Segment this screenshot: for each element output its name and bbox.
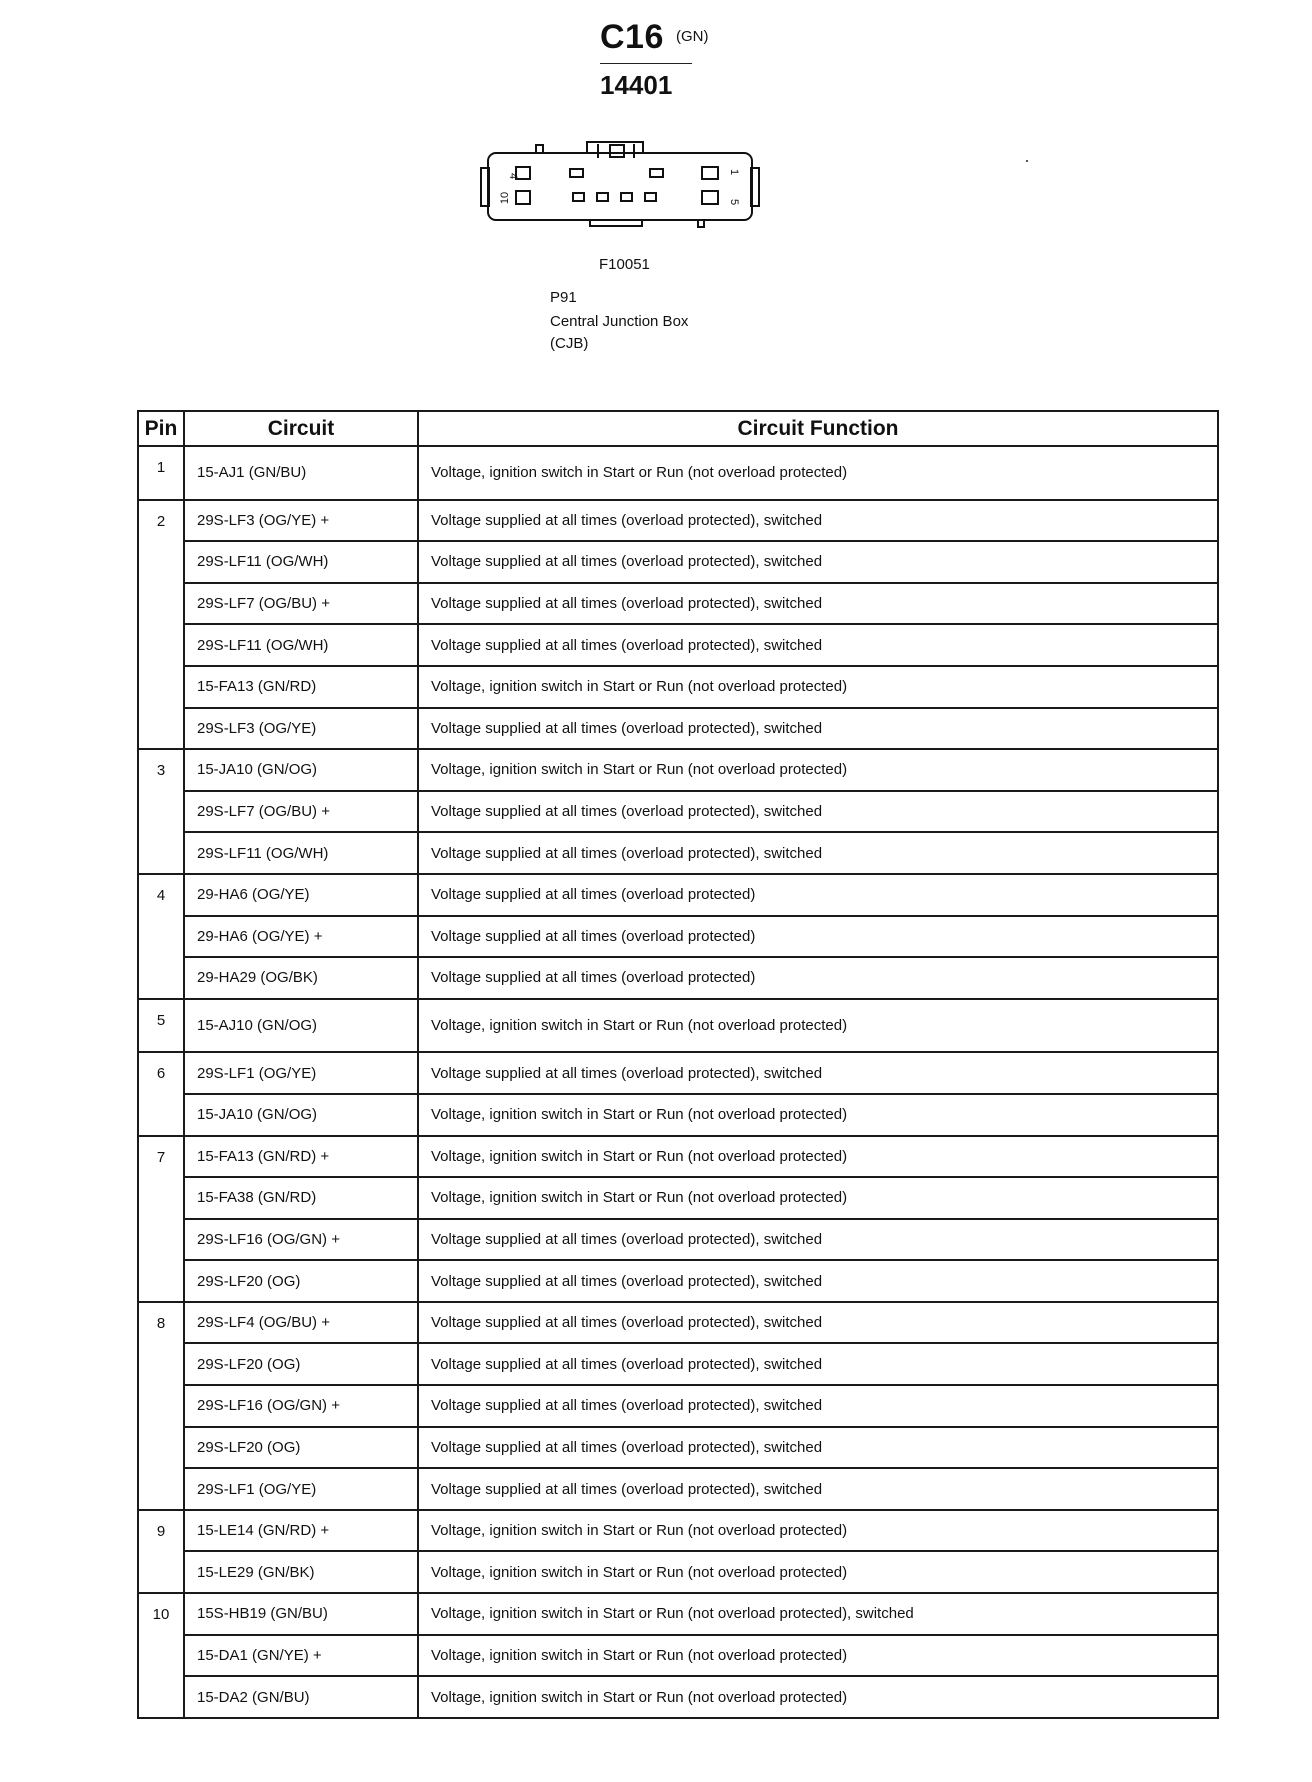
- circuit-cell: 29S-LF16 (OG/GN) +: [184, 1385, 418, 1427]
- circuit-function-cell: Voltage, ignition switch in Start or Run (not overload protected): [418, 1094, 1218, 1136]
- table-row: [138, 1510, 1218, 1552]
- circuit-function-cell: Voltage, ignition switch in Start or Run (not overload protected): [418, 1510, 1218, 1552]
- table-row: [138, 1551, 1218, 1593]
- circuit-cell: 15-AJ10 (GN/OG): [184, 999, 418, 1053]
- cavity-7: [621, 193, 632, 201]
- circuit-cell: 29S-LF20 (OG): [184, 1260, 418, 1302]
- circuit-cell: 15-FA13 (GN/RD) +: [184, 1136, 418, 1178]
- circuit-function-cell: Voltage supplied at all times (overload protected), switched: [418, 1468, 1218, 1510]
- circuit-function-cell: Voltage, ignition switch in Start or Run (not overload protected): [418, 999, 1218, 1053]
- pin-number: 10: [138, 1593, 184, 1718]
- cavity-3: [570, 169, 583, 177]
- table-row: [138, 1260, 1218, 1302]
- table-row: [138, 1427, 1218, 1469]
- circuit-cell: 15-JA10 (GN/OG): [184, 1094, 418, 1136]
- circuit-cell: 29S-LF1 (OG/YE): [184, 1052, 418, 1094]
- circuit-cell: 29S-LF20 (OG): [184, 1343, 418, 1385]
- circuit-cell: 15-LE29 (GN/BK): [184, 1551, 418, 1593]
- pin-number: 2: [138, 500, 184, 750]
- header-circuit: Circuit: [184, 411, 418, 446]
- pin-number: 5: [138, 999, 184, 1053]
- circuit-function-cell: Voltage supplied at all times (overload protected), switched: [418, 1260, 1218, 1302]
- pinout-table: [137, 410, 1219, 1719]
- table-row: [138, 1136, 1218, 1178]
- pin-number: 8: [138, 1302, 184, 1510]
- circuit-cell: 15-LE14 (GN/RD) +: [184, 1510, 418, 1552]
- circuit-cell: 15S-HB19 (GN/BU): [184, 1593, 418, 1635]
- table-row: [138, 1343, 1218, 1385]
- circuit-cell: 15-AJ1 (GN/BU): [184, 446, 418, 500]
- table-row: [138, 916, 1218, 958]
- scan-speck: [1026, 160, 1028, 162]
- circuit-cell: 15-JA10 (GN/OG): [184, 749, 418, 791]
- pin-number: 9: [138, 1510, 184, 1593]
- header-circuit-function: Circuit Function: [418, 411, 1218, 446]
- circuit-cell: 29S-LF1 (OG/YE): [184, 1468, 418, 1510]
- table-row: [138, 666, 1218, 708]
- circuit-function-cell: Voltage supplied at all times (overload protected), switched: [418, 708, 1218, 750]
- cavity-5: [702, 191, 718, 204]
- diagram-view-id: F10051: [599, 256, 650, 273]
- pin-number: 4: [138, 874, 184, 999]
- circuit-cell: 29-HA6 (OG/YE) +: [184, 916, 418, 958]
- connector-lock-tab: [610, 145, 624, 157]
- table-row: [138, 1302, 1218, 1344]
- circuit-function-cell: Voltage, ignition switch in Start or Run (not overload protected): [418, 1136, 1218, 1178]
- circuit-cell: 29S-LF11 (OG/WH): [184, 541, 418, 583]
- table-row: [138, 1676, 1218, 1718]
- cavity-2: [650, 169, 663, 177]
- table-row: [138, 624, 1218, 666]
- connector-key-nub: [536, 145, 543, 153]
- circuit-cell: 29S-LF4 (OG/BU) +: [184, 1302, 418, 1344]
- cavity-9: [573, 193, 584, 201]
- location-name: Central Junction Box (CJB): [550, 313, 689, 352]
- table-row: [138, 1219, 1218, 1261]
- circuit-function-cell: Voltage supplied at all times (overload protected): [418, 916, 1218, 958]
- circuit-cell: 15-FA13 (GN/RD): [184, 666, 418, 708]
- circuit-cell: 29S-LF16 (OG/GN) +: [184, 1219, 418, 1261]
- circuit-function-cell: Voltage, ignition switch in Start or Run (not overload protected): [418, 749, 1218, 791]
- circuit-function-cell: Voltage supplied at all times (overload protected): [418, 874, 1218, 916]
- cavity-8: [597, 193, 608, 201]
- circuit-function-cell: Voltage supplied at all times (overload protected), switched: [418, 791, 1218, 833]
- cavity-1: [702, 167, 718, 179]
- circuit-cell: 15-FA38 (GN/RD): [184, 1177, 418, 1219]
- circuit-function-cell: Voltage supplied at all times (overload protected), switched: [418, 624, 1218, 666]
- header-pin: Pin: [138, 411, 184, 446]
- table-row: [138, 874, 1218, 916]
- circuit-function-cell: Voltage supplied at all times (overload protected), switched: [418, 1052, 1218, 1094]
- table-row: [138, 1177, 1218, 1219]
- header-divider: [600, 63, 692, 64]
- circuit-function-cell: Voltage, ignition switch in Start or Run (not overload protected), switched: [418, 1593, 1218, 1635]
- circuit-cell: 15-DA2 (GN/BU): [184, 1676, 418, 1718]
- pin-number: 7: [138, 1136, 184, 1302]
- pin-number: 1: [138, 446, 184, 500]
- connector-code: C16: [600, 18, 664, 56]
- circuit-function-cell: Voltage supplied at all times (overload protected), switched: [418, 832, 1218, 874]
- connector-bottom-key: [590, 220, 642, 226]
- circuit-function-cell: Voltage, ignition switch in Start or Run (not overload protected): [418, 1551, 1218, 1593]
- table-row: [138, 1468, 1218, 1510]
- pin-label-5: 5: [728, 198, 740, 206]
- circuit-function-cell: Voltage supplied at all times (overload protected), switched: [418, 1302, 1218, 1344]
- connector-body: [488, 153, 752, 220]
- circuit-function-cell: Voltage supplied at all times (overload protected), switched: [418, 541, 1218, 583]
- circuit-function-cell: Voltage, ignition switch in Start or Run (not overload protected): [418, 446, 1218, 500]
- circuit-cell: 29S-LF7 (OG/BU) +: [184, 791, 418, 833]
- circuit-function-cell: Voltage, ignition switch in Start or Run (not overload protected): [418, 1676, 1218, 1718]
- table-body: [138, 446, 1218, 1718]
- circuit-cell: 29-HA29 (OG/BK): [184, 957, 418, 999]
- table-row: [138, 791, 1218, 833]
- pin-label-10: 10: [499, 191, 511, 205]
- circuit-cell: 29S-LF3 (OG/YE) +: [184, 500, 418, 542]
- table-header-row: [138, 411, 1218, 446]
- circuit-function-cell: Voltage supplied at all times (overload protected), switched: [418, 1427, 1218, 1469]
- pin-label-4: 4: [507, 172, 519, 180]
- circuit-function-cell: Voltage supplied at all times (overload protected), switched: [418, 583, 1218, 625]
- circuit-cell: 29S-LF11 (OG/WH): [184, 832, 418, 874]
- table-row: [138, 749, 1218, 791]
- table-row: [138, 708, 1218, 750]
- circuit-function-cell: Voltage supplied at all times (overload protected), switched: [418, 1343, 1218, 1385]
- cavity-6: [645, 193, 656, 201]
- circuit-function-cell: Voltage supplied at all times (overload protected), switched: [418, 1219, 1218, 1261]
- table-row: [138, 1635, 1218, 1677]
- connector-bottom-nub: [698, 220, 704, 227]
- table-row: [138, 1385, 1218, 1427]
- circuit-function-cell: Voltage supplied at all times (overload protected): [418, 957, 1218, 999]
- pin-label-1: 1: [728, 168, 740, 176]
- circuit-function-cell: Voltage supplied at all times (overload protected), switched: [418, 1385, 1218, 1427]
- circuit-cell: 15-DA1 (GN/YE) +: [184, 1635, 418, 1677]
- pin-number: 6: [138, 1052, 184, 1135]
- table-row: [138, 1052, 1218, 1094]
- connector-face-diagram: [480, 138, 770, 238]
- table-row: [138, 446, 1218, 500]
- table-row: [138, 583, 1218, 625]
- circuit-cell: 29-HA6 (OG/YE): [184, 874, 418, 916]
- circuit-cell: 29S-LF11 (OG/WH): [184, 624, 418, 666]
- location-id: P91: [550, 289, 577, 306]
- circuit-cell: 29S-LF3 (OG/YE): [184, 708, 418, 750]
- circuit-function-cell: Voltage, ignition switch in Start or Run (not overload protected): [418, 1177, 1218, 1219]
- table-row: [138, 957, 1218, 999]
- circuit-function-cell: Voltage, ignition switch in Start or Run (not overload protected): [418, 1635, 1218, 1677]
- circuit-function-cell: Voltage, ignition switch in Start or Run (not overload protected): [418, 666, 1218, 708]
- circuit-cell: 29S-LF7 (OG/BU) +: [184, 583, 418, 625]
- cavity-10: [516, 191, 530, 204]
- table-row: [138, 541, 1218, 583]
- table-row: [138, 500, 1218, 542]
- table-row: [138, 832, 1218, 874]
- table-row: [138, 1593, 1218, 1635]
- table-row: [138, 1094, 1218, 1136]
- table-row: [138, 999, 1218, 1053]
- part-number: 14401: [600, 70, 673, 100]
- connector-color: (GN): [676, 28, 709, 45]
- circuit-function-cell: Voltage supplied at all times (overload protected), switched: [418, 500, 1218, 542]
- pin-number: 3: [138, 749, 184, 874]
- circuit-cell: 29S-LF20 (OG): [184, 1427, 418, 1469]
